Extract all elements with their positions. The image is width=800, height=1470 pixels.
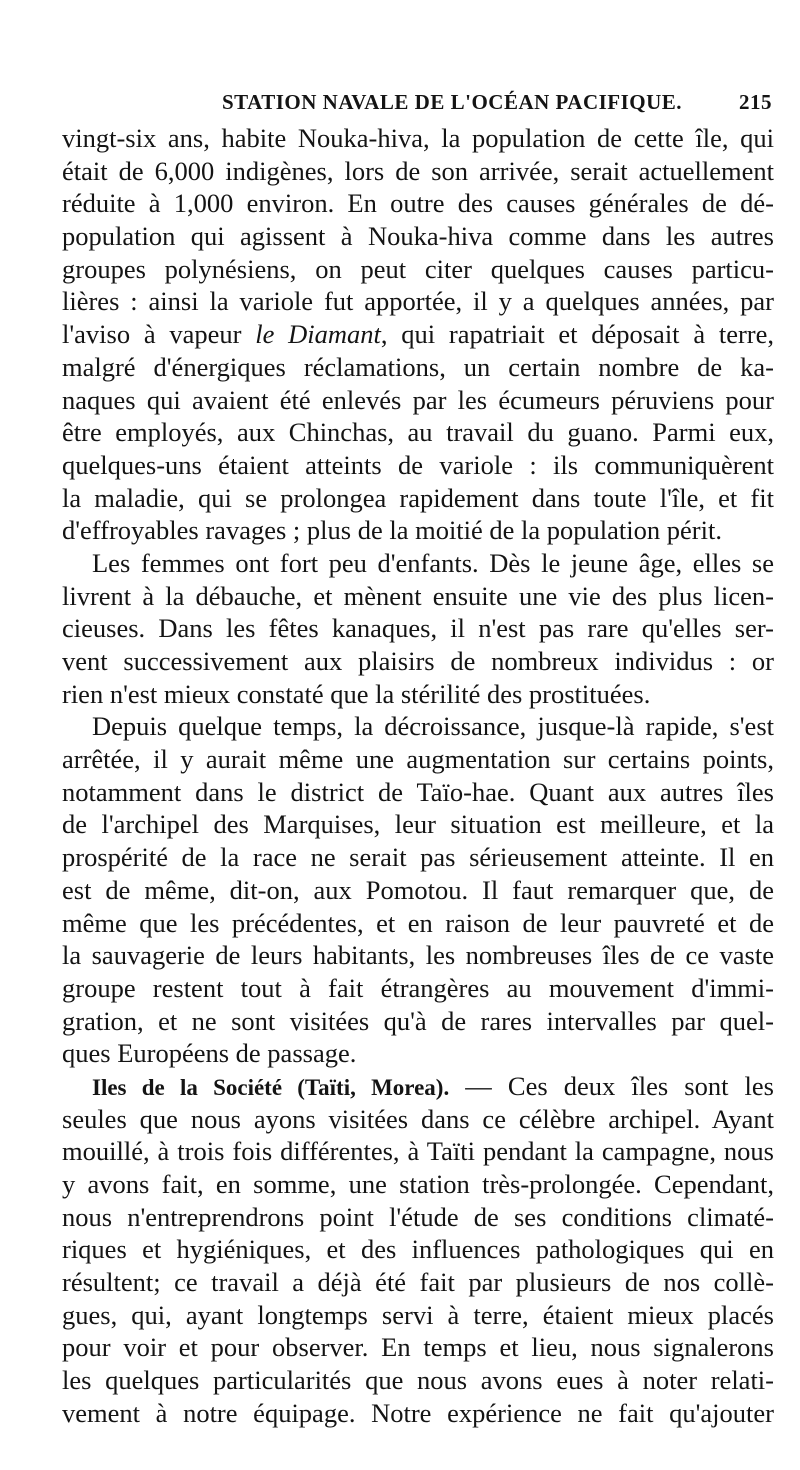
text-line: la sauvagerie de leurs habitants, les nombreuses îles de ce vaste [62,940,774,971]
body-text [62,122,774,1430]
text-line: groupes polynésiens, on peut citer quelques causes particu- [62,253,774,284]
text-line: Les femmes ont fort peu d'enfants. Dès le jeune âge, elles se [92,547,774,578]
text-line: riques et hygiéniques, et des influences pathologiques qui en [62,1234,774,1265]
text-line: réduite à 1,000 environ. En outre des causes générales de dé- [62,188,774,219]
text-line: nous n'entreprendrons point l'étude de ses conditions climaté- [62,1201,774,1232]
text-line: être employés, aux Chinchas, au travail du guano. Parmi eux, [62,417,774,448]
text-line: de l'archipel des Marquises, leur situation est meilleure, et la [62,809,774,840]
text-line: ques Européens de passage. [62,1038,357,1069]
text-line: notamment dans le district de Taïo-hae. Quant aux autres îles [62,776,774,807]
text-line: est de même, dit-on, aux Pomotou. Il faut remarquer que, de [62,874,774,905]
text-line: prospérité de la race ne serait pas sérieusement atteinte. Il en [62,842,774,873]
page-number: 215 [739,90,772,114]
text-line: arrêtée, il y aurait même une augmentation sur certains points, [62,744,774,775]
text-line: vingt-six ans, habite Nouka-hiva, la population de cette île, qui [62,123,774,153]
text-line: les quelques particularités que nous avons eues à noter relati- [62,1365,774,1396]
text-segment: l'aviso à vapeur [62,319,256,350]
text-line: y avons fait, en somme, une station très-prolongée. Cependant, [62,1169,774,1199]
text-line: résultent; ce travail a déjà été fait par plusieurs de nos collè- [62,1267,774,1298]
text-line: groupe restent tout à fait étrangères au mouvement d'immi- [62,972,774,1003]
text-line: vent successivement aux plaisirs de nombreux individus : or [62,646,774,676]
text-line: rien n'est mieux constaté que la stérilité des prostituées. [62,678,651,709]
text-line [62,1070,774,1103]
text-line: gration, et ne sont visitées qu'à de rares intervalles par quel- [62,1005,774,1036]
text-line: était de 6,000 indigènes, lors de son arrivée, serait actuellement [62,155,774,186]
text-line: la maladie, qui se prolongea rapidement dans toute l'île, et fit [62,482,774,513]
text-line: Depuis quelque temps, la décroissance, jusque-là rapide, s'est [92,711,774,742]
text-line: même que les précédentes, et en raison de leur pauvreté et de [62,907,774,938]
text-line [62,318,774,351]
text-line: naques qui avaient été enlevés par les écumeurs péruviens pour [62,384,774,415]
text-line: lières : ainsi la variole fut apportée, il y a quelques années, par [62,286,774,317]
text-line: cieuses. Dans les fêtes kanaques, il n'est pas rare qu'elles ser- [62,613,774,644]
text-line: vement à notre équipage. Notre expérience ne fait qu'ajouter [62,1397,774,1428]
running-head [62,80,772,120]
text-line: malgré d'énergiques réclamations, un certain nombre de ka- [62,351,774,382]
text-segment: , qui rapatriait et déposait à terre, [380,319,775,350]
text-line: quelques-uns étaient atteints de variole : ils communiquèrent [62,449,774,480]
text-line: d'effroyables ravages ; plus de la moitié de la population périt. [62,515,722,546]
text-line: seules que nous ayons visitées dans ce célèbre archipel. Ayant [62,1103,774,1134]
section-heading: Iles de la Société (Taïti, Morea). [92,1074,450,1100]
text-segment: — Ces deux îles sont les [449,1070,774,1101]
ship-name: le Diamant [255,319,381,350]
text-line: population qui agissent à Nouka-hiva comme dans les autres [62,221,774,252]
text-line: pour voir et pour observer. En temps et lieu, nous signalerons [62,1332,774,1363]
text-line: gues, qui, ayant longtemps servi à terre, étaient mieux placés [62,1299,774,1330]
running-title: STATION NAVALE DE L'OCÉAN PACIFIQUE. [222,90,683,114]
text-line: mouillé, à trois fois différentes, à Taïti pendant la campagne, nous [62,1136,774,1167]
text-line: livrent à la débauche, et mènent ensuite une vie des plus licen- [62,580,774,611]
